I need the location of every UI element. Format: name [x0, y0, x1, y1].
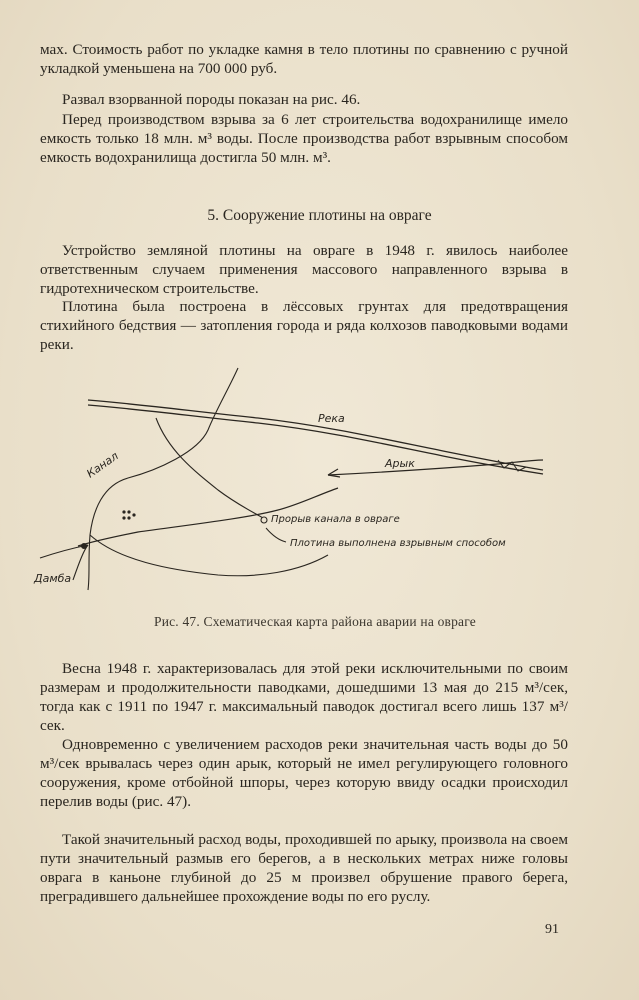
breach-label: Прорыв канала в овраге [271, 514, 400, 525]
dam-explosion-label: Плотина выполнена взрывным способом [290, 538, 506, 549]
river-line [88, 400, 543, 474]
canal-line [40, 368, 328, 590]
paragraph-8 [40, 830, 568, 906]
canal-label: Канал [84, 449, 121, 481]
paragraph-3-text: Перед производством взрыва за 6 лет строительства водохранилище имело емкость только 18 млн. м³ воды. После производства работ взрывным способом емкость водохранилища достигла 50 млн. м³. [40, 111, 568, 166]
paragraph-5-text: Плотина была построена в лёссовых грунтах для предотвращения стихийного бедствия — затопления города и ряда колхозов паводковыми водами реки. [40, 298, 568, 353]
paragraph-3 [40, 110, 568, 167]
paragraph-5 [40, 297, 568, 354]
paragraph-1: мах. Стоимость работ по укладке камня в тело плотины по сравнению с ручной укладкой уменьшена на 700 000 руб. [40, 41, 568, 77]
paragraph-2-text: Развал взорванной породы показан на рис. 46. [62, 91, 361, 108]
paragraph-4-text: Устройство земляной плотины на овраге в 1948 г. явилось наиболее ответственным случаем применения массового направленного взрыва в гидротехническом строительстве. [40, 242, 568, 297]
dam-label: Дамба [34, 572, 72, 585]
paragraph-6-text: Весна 1948 г. характеризовалась для этой реки исключительными по своим размерам и продолжительности паводками, дошедшими 13 мая до 215 м³/сек, тогда как с 1911 по 1947 г. максимальный паводок достигал всего лишь 137 м³/сек. [40, 660, 568, 734]
aryk-line [78, 460, 543, 546]
paragraph-2 [40, 90, 568, 109]
figure-caption: Рис. 47. Схематическая карта района аварии на овраге [153, 614, 476, 629]
paragraph-7-text: Одновременно с увеличением расходов реки значительная часть воды до 50 м³/сек врывалась через один арык, который не имел регулирующего головного сооружения, кроме отбойной шпоры, через которую ввиду осадки происходил перелив воды (рис. 47). [40, 736, 568, 810]
aryk-label: Арык [385, 457, 415, 470]
schematic-map-figure [28, 360, 548, 600]
paragraph-4 [40, 241, 568, 298]
section-heading: 5. Сооружение плотины на овраге [207, 207, 432, 224]
paragraph-6 [40, 659, 568, 735]
paragraph-8-text: Такой значительный расход воды, проходившей по арыку, произвола на своем пути значительный размыв его берегов, а в нескольких метрах ниже головы оврага в каньоне глубиной до 25 м произвел обрушение правого берега, преградившего дальнейшее прохождение воды по его руслу. [40, 831, 568, 905]
river-label: Река [318, 412, 345, 425]
dam-pointer-line [266, 528, 286, 542]
page-number: 91 [545, 922, 559, 937]
settlement-dots [122, 510, 135, 519]
paragraph-7 [40, 735, 568, 811]
